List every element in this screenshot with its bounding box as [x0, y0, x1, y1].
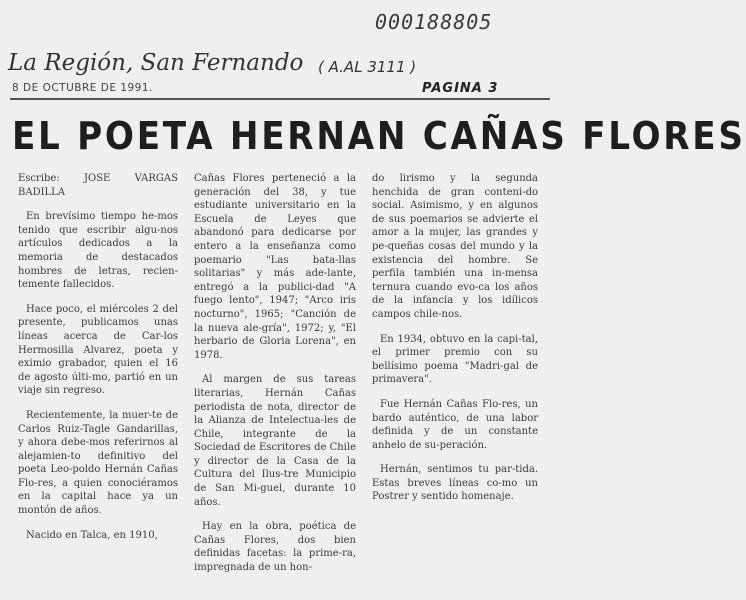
- article-column-3: [372, 172, 538, 515]
- article-headline: EL POETA HERNAN CAÑAS FLORES: [12, 114, 746, 158]
- archive-number: 000188805: [375, 10, 493, 34]
- paragraph: do lirismo y la segunda henchida de gran conteni-do social. Asimismo, y en algunos de sus poemarios se advierte el amor a la mujer, las grandes y pe-queñas cosas del mundo y la existencia del hombre. Se perfila también una in-mensa ternura cuando evo-ca los años de la infancia y los idílicos campos chile-nos.: [372, 173, 538, 320]
- paragraph: Nacido en Talca, en 1910,: [26, 529, 158, 541]
- paragraph: En 1934, obtuvo en la capi-tal, el primer premio con su bellísimo poema "Madri-gal de primavera".: [372, 333, 538, 386]
- article-column-2: [194, 172, 356, 586]
- paragraph: Fue Hernán Cañas Flo-res, un bardo auténtico, de una labor definida y de un constante anhelo de su-peración.: [372, 398, 538, 451]
- paragraph: En brevísimo tiempo he-mos tenido que escribir algu-nos artículos dedicados a la memoria de destacados hombres de letras, recien-temente fallecidos.: [18, 211, 178, 291]
- handwritten-source: La Región, San Fernando: [8, 50, 304, 76]
- paragraph: Hace poco, el miércoles 2 del presente, publicamos unas líneas acerca de Car-los Hermosilla Alvarez, poeta y eximio grabador, quien el 16 de agosto últi-mo, partió en un viaje sin regreso.: [18, 303, 178, 397]
- paragraph: Recientemente, la muer-te de Carlos Ruiz-Tagle Gandarillas, y ahora debe-mos referirnos al alejamien-to definitivo del poeta Leo-poldo Hernán Cañas Flo-res, a quien conociéramos en la capital hace ya un montón de años.: [18, 409, 178, 517]
- header-rule: [10, 98, 550, 100]
- paragraph: Hay en la obra, poética de Cañas Flores, dos bien definidas facetas: la prime-ra, impregnada de un hon-: [194, 521, 356, 574]
- paragraph: Cañas Flores perteneció a la generación del 38, y tue estudiante universitario en la Escuela de Leyes que abandonó para dedicarse por entero a la enseñanza como poemario "Las bata-llas solitarias" y más ade-lante, entregó a la publici-dad "A fuego lento", 1947; "Arco iris nocturno", 1965; "Canción de la nueva ale-gría", 1972; y, "El herbario de Gloria Lorena", en 1978.: [194, 173, 356, 361]
- paragraph: Hernán, sentimos tu par-tida. Estas breves líneas co-mo un Postrer y sentido homenaje.: [372, 464, 538, 503]
- article-column-1: [18, 172, 178, 553]
- byline: Escribe: JOSE VARGAS BADILLA: [18, 173, 178, 198]
- dateline: 8 DE OCTUBRE DE 1991.: [12, 82, 153, 94]
- paragraph: Al margen de sus tareas literarias, Hernán Cañas periodista de nota, director de la Alianza de Intelectua-les de Chile, integrante de la Sociedad de Escritores de Chile y director de la Casa de la Cultura del Ilus-tre Municipio de San Mi-guel, durante 10 años.: [194, 374, 356, 508]
- page-number: PAGINA 3: [422, 81, 499, 96]
- archive-code: ( A.AL 3111 ): [318, 58, 417, 76]
